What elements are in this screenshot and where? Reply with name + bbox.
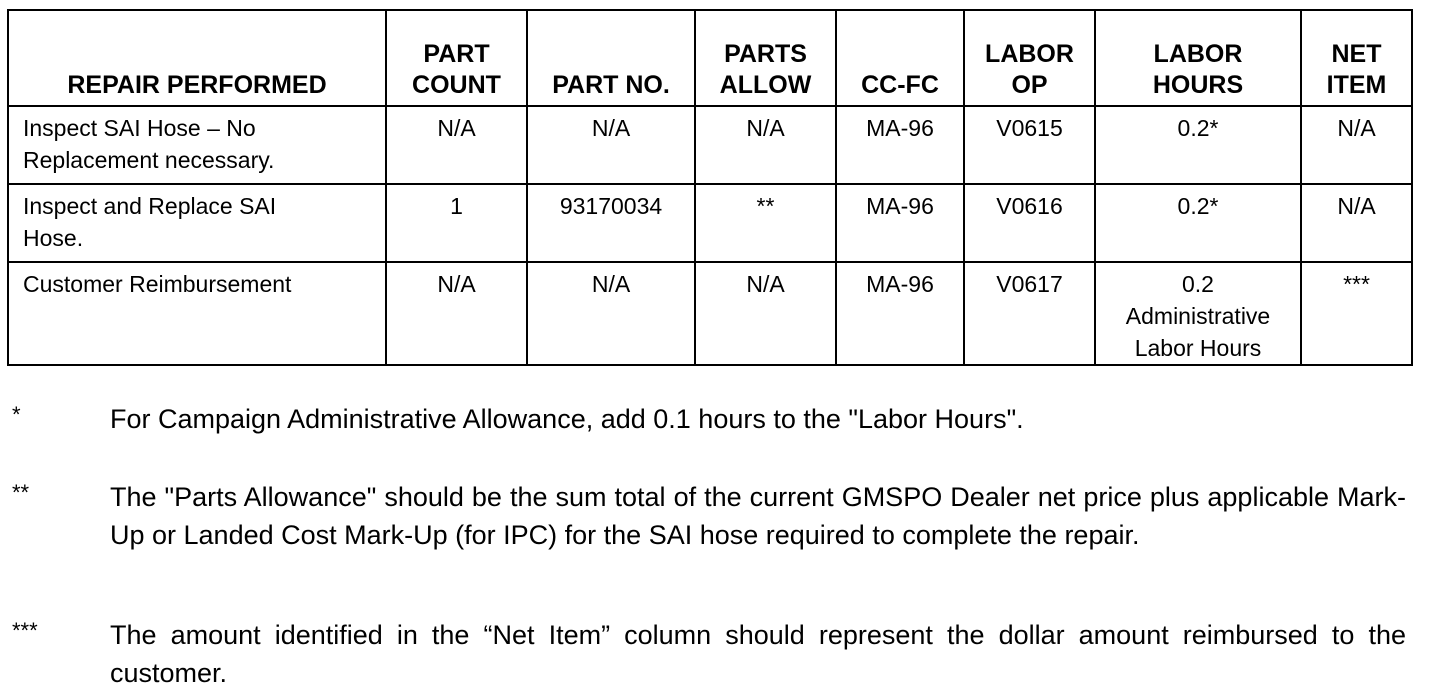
cell-parts-allow: ** bbox=[695, 184, 836, 262]
cell-net-item: N/A bbox=[1301, 106, 1412, 184]
footnote-text: The amount identified in the “Net Item” column should represent the dollar amount reimbursed to the customer. bbox=[110, 620, 1406, 688]
cell-part-count: 1 bbox=[386, 184, 527, 262]
cell-part-no: N/A bbox=[527, 262, 695, 365]
footnote-marker: * bbox=[12, 402, 21, 427]
cell-net-item: N/A bbox=[1301, 184, 1412, 262]
header-line: REPAIR PERFORMED bbox=[67, 71, 327, 99]
table-row bbox=[8, 106, 1412, 184]
header-part-count bbox=[386, 10, 527, 106]
header-line: CC-FC bbox=[861, 71, 939, 99]
footnote-text: The "Parts Allowance" should be the sum total of the current GMSPO Dealer net price plus applicable Mark-Up or Landed Cost Mark-Up (for IPC) for the SAI hose required to complete the repair. bbox=[110, 482, 1406, 550]
footnote-marker: *** bbox=[12, 618, 38, 643]
cell-part-count: N/A bbox=[386, 106, 527, 184]
cell-line: 0.2* bbox=[1177, 193, 1219, 219]
header-labor-op bbox=[964, 10, 1095, 106]
cell-parts-allow: N/A bbox=[695, 106, 836, 184]
cell-line: Labor Hours bbox=[1134, 335, 1262, 361]
footnote-text: For Campaign Administrative Allowance, add 0.1 hours to the "Labor Hours". bbox=[110, 404, 1024, 434]
cell-cc-fc: MA-96 bbox=[836, 106, 964, 184]
cell-repair-performed bbox=[8, 184, 386, 262]
cell-line: 0.2* bbox=[1177, 115, 1219, 141]
cell-labor-op: V0617 bbox=[964, 262, 1095, 365]
cell-cc-fc: MA-96 bbox=[836, 262, 964, 365]
header-parts-allow bbox=[695, 10, 836, 106]
header-line: COUNT bbox=[412, 71, 501, 99]
cell-repair-performed bbox=[8, 262, 386, 365]
header-line: ALLOW bbox=[719, 71, 812, 99]
header-labor-hours bbox=[1095, 10, 1301, 106]
table-header-row bbox=[8, 10, 1412, 106]
cell-labor-op: V0615 bbox=[964, 106, 1095, 184]
header-line: OP bbox=[1011, 71, 1048, 99]
footnote-marker: ** bbox=[12, 480, 30, 505]
cell-cc-fc: MA-96 bbox=[836, 184, 964, 262]
header-line: PART NO. bbox=[552, 71, 670, 99]
table-row bbox=[8, 262, 1412, 365]
cell-part-count: N/A bbox=[386, 262, 527, 365]
cell-labor-hours bbox=[1095, 106, 1301, 184]
cell-line: Inspect and Replace SAI bbox=[23, 193, 277, 219]
cell-line: Customer Reimbursement bbox=[23, 271, 292, 297]
cell-labor-hours bbox=[1095, 184, 1301, 262]
cell-labor-op: V0616 bbox=[964, 184, 1095, 262]
header-line: HOURS bbox=[1152, 71, 1244, 99]
header-line: LABOR bbox=[1153, 40, 1243, 68]
cell-part-no: 93170034 bbox=[527, 184, 695, 262]
header-cc-fc bbox=[836, 10, 964, 106]
cell-repair-performed bbox=[8, 106, 386, 184]
header-net-item bbox=[1301, 10, 1412, 106]
header-part-no bbox=[527, 10, 695, 106]
cell-line: Hose. bbox=[23, 225, 84, 251]
header-line: LABOR bbox=[985, 40, 1074, 68]
table-row bbox=[8, 184, 1412, 262]
header-line: PART bbox=[423, 40, 490, 68]
cell-line: Replacement necessary. bbox=[23, 147, 275, 173]
cell-parts-allow: N/A bbox=[695, 262, 836, 365]
header-repair-performed bbox=[8, 10, 386, 106]
cell-line: 0.2 bbox=[1182, 271, 1214, 297]
header-line: NET bbox=[1331, 40, 1382, 68]
cell-part-no: N/A bbox=[527, 106, 695, 184]
header-line: ITEM bbox=[1326, 71, 1387, 99]
cell-labor-hours bbox=[1095, 262, 1301, 365]
cell-line: Inspect SAI Hose – No bbox=[23, 115, 256, 141]
cell-net-item: *** bbox=[1301, 262, 1412, 365]
header-line: PARTS bbox=[724, 40, 807, 68]
labor-operations-table bbox=[7, 9, 1413, 366]
cell-line: Administrative bbox=[1125, 303, 1271, 329]
